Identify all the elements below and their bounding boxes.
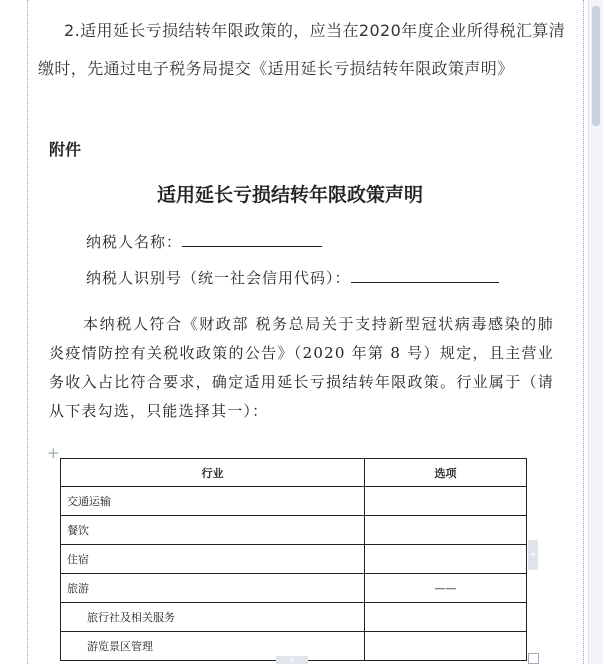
left-margin-guide — [27, 0, 28, 664]
industry-cell: 餐饮 — [61, 516, 365, 545]
table-resize-handle-icon[interactable] — [528, 653, 539, 664]
option-cell[interactable] — [365, 487, 527, 516]
table-row — [61, 603, 527, 632]
paragraph-item-2: 2.适用延长亏损结转年限政策的，应当在2020年度企业所得税汇算清缴时，先通过电子税务局提交《适用延长亏损结转年限政策声明》 — [38, 21, 566, 78]
table-row — [61, 574, 527, 603]
vertical-scrollbar[interactable] — [588, 0, 603, 664]
option-cell[interactable]: —— — [365, 574, 527, 603]
taxpayer-name-blank[interactable] — [182, 230, 322, 247]
declaration-body: 本纳税人符合《财政部 税务总局关于支持新型冠状病毒感染的肺炎疫情防控有关税收政策的公告》（2020 年第 8 号）规定，且主营业务收入占比符合要求，确定适用延长亏损结转年限政策。行业属于（请从下表勾选，只能选择其一）： — [49, 315, 554, 420]
industry-cell: 住宿 — [61, 545, 365, 574]
taxpayer-id-label: 纳税人识别号（统一社会信用代码）： — [86, 269, 351, 287]
industry-cell: 旅行社及相关服务 — [61, 603, 365, 632]
table-move-handle-icon[interactable]: + — [47, 444, 60, 462]
taxpayer-name-label: 纳税人名称： — [86, 233, 183, 251]
header-option: 选项 — [365, 459, 527, 487]
scroll-thumb[interactable] — [592, 6, 600, 126]
taxpayer-id-line — [86, 266, 499, 288]
table-row — [61, 487, 527, 516]
table-header-row — [61, 459, 527, 487]
option-cell[interactable] — [365, 603, 527, 632]
industry-cell: 旅游 — [61, 574, 365, 603]
table-row — [61, 545, 527, 574]
taxpayer-name-line — [86, 230, 322, 252]
industry-cell: 游览景区管理 — [61, 632, 365, 661]
row-insert-handle-icon[interactable]: + — [528, 540, 538, 570]
taxpayer-id-blank[interactable] — [351, 266, 499, 283]
option-cell[interactable] — [365, 632, 527, 661]
option-cell[interactable] — [365, 545, 527, 574]
industry-cell: 交通运输 — [61, 487, 365, 516]
column-insert-handle-icon[interactable]: + — [276, 656, 308, 664]
attachment-label: 附件 — [49, 140, 82, 159]
right-margin-guide — [583, 0, 584, 664]
industry-table — [60, 458, 527, 661]
header-industry: 行业 — [61, 459, 365, 487]
table-row — [61, 516, 527, 545]
option-cell[interactable] — [365, 516, 527, 545]
declaration-title: 适用延长亏损结转年限政策声明 — [156, 184, 423, 206]
